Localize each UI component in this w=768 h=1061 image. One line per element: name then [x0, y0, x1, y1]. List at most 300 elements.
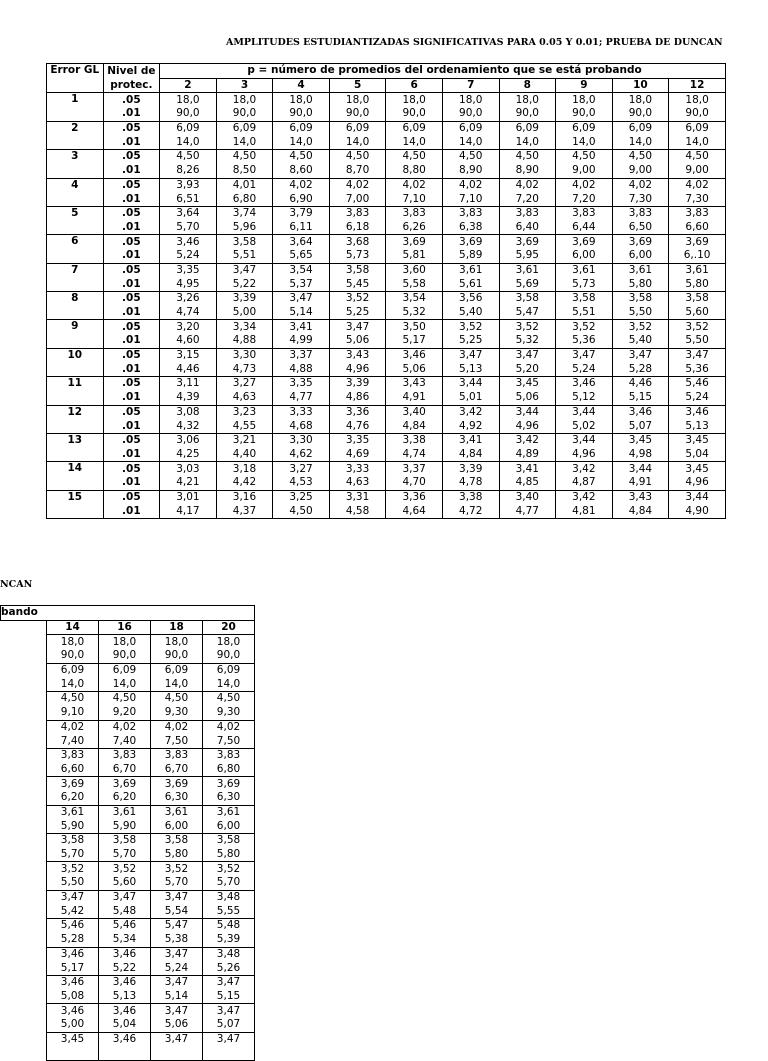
value-cell: 14,0	[273, 135, 330, 149]
value-cell: 4,50	[203, 692, 255, 706]
value-cell: 3,52	[556, 320, 613, 334]
value-cell: 3,54	[273, 263, 330, 277]
value-cell: 3,47	[151, 890, 203, 904]
value-cell: 3,37	[386, 462, 443, 476]
value-cell: 7,40	[99, 734, 151, 748]
value-cell: 5,04	[99, 1018, 151, 1032]
value-cell: 4,96	[669, 476, 726, 490]
value-cell: 18,0	[556, 93, 613, 107]
value-cell: 5,80	[669, 277, 726, 291]
value-cell: 4,21	[160, 476, 217, 490]
spacer-cell	[1, 819, 47, 833]
value-cell: 9,30	[151, 706, 203, 720]
value-cell: 7,10	[386, 192, 443, 206]
value-cell: 8,90	[499, 164, 556, 178]
level-cell: .01	[103, 334, 160, 348]
level-cell: .01	[103, 249, 160, 263]
value-cell: 14,0	[442, 135, 499, 149]
table-row	[1, 848, 255, 862]
table-row	[47, 334, 726, 348]
table-row	[1, 862, 255, 876]
value-cell: 5,65	[273, 249, 330, 263]
value-cell: 5,40	[612, 334, 669, 348]
value-cell: 3,46	[47, 1004, 99, 1018]
value-cell: 5,81	[386, 249, 443, 263]
value-cell: 3,36	[386, 490, 443, 504]
value-cell: 5,51	[556, 306, 613, 320]
header-row-continued	[1, 606, 255, 621]
table-row	[47, 419, 726, 433]
value-cell: 5,90	[47, 819, 99, 833]
value-cell: 4,96	[499, 419, 556, 433]
value-cell: 9,10	[47, 706, 99, 720]
table-row	[1, 834, 255, 848]
level-cell: .05	[103, 150, 160, 164]
column-header: 6	[386, 78, 443, 93]
value-cell: 5,69	[499, 277, 556, 291]
value-cell: 4,99	[273, 334, 330, 348]
value-cell: 3,38	[386, 433, 443, 447]
level-cell: .01	[103, 192, 160, 206]
value-cell: 3,68	[329, 235, 386, 249]
spacer-cell	[1, 720, 47, 734]
value-cell: 90,0	[151, 649, 203, 663]
table-row	[1, 975, 255, 989]
value-cell: 5,80	[151, 848, 203, 862]
spacer-cell	[1, 933, 47, 947]
value-cell: 3,48	[203, 890, 255, 904]
value-cell: 3,25	[273, 490, 330, 504]
value-cell: 4,58	[329, 504, 386, 518]
value-cell: 3,41	[442, 433, 499, 447]
value-cell: 6,09	[442, 121, 499, 135]
value-cell: 7,30	[612, 192, 669, 206]
value-cell: 4,50	[669, 150, 726, 164]
value-cell: 14,0	[669, 135, 726, 149]
value-cell: 5,25	[442, 334, 499, 348]
value-cell: 6,51	[160, 192, 217, 206]
value-cell: 18,0	[47, 635, 99, 649]
level-cell: .01	[103, 391, 160, 405]
value-cell: 4,02	[499, 178, 556, 192]
value-cell	[151, 1046, 203, 1060]
value-cell: 14,0	[386, 135, 443, 149]
column-header: 18	[151, 620, 203, 635]
table-row	[1, 763, 255, 777]
value-cell: 3,41	[499, 462, 556, 476]
table-row	[1, 720, 255, 734]
value-cell: 3,58	[612, 292, 669, 306]
value-cell: 9,20	[99, 706, 151, 720]
value-cell: 3,44	[669, 490, 726, 504]
value-cell: 3,58	[216, 235, 273, 249]
table-row	[47, 448, 726, 462]
level-cell: .05	[103, 320, 160, 334]
value-cell: 4,50	[499, 150, 556, 164]
level-cell: .05	[103, 121, 160, 135]
value-cell: 6,44	[556, 221, 613, 235]
value-cell: 3,69	[47, 777, 99, 791]
value-cell: 5,04	[669, 448, 726, 462]
value-cell: 3,58	[203, 834, 255, 848]
value-cell: 3,20	[160, 320, 217, 334]
table-row	[47, 433, 726, 447]
error-gl-cell: 7	[47, 263, 104, 291]
table-row	[47, 490, 726, 504]
value-cell: 3,45	[669, 462, 726, 476]
value-cell: 5,32	[386, 306, 443, 320]
value-cell: 3,83	[442, 206, 499, 220]
value-cell: 5,00	[216, 306, 273, 320]
table-row	[47, 476, 726, 490]
value-cell: 5,22	[99, 961, 151, 975]
value-cell: 3,61	[442, 263, 499, 277]
value-cell: 4,50	[216, 150, 273, 164]
spacer-cell	[1, 805, 47, 819]
level-cell: .01	[103, 135, 160, 149]
value-cell: 5,50	[47, 876, 99, 890]
value-cell: 8,60	[273, 164, 330, 178]
value-cell: 4,46	[612, 377, 669, 391]
value-cell: 3,61	[556, 263, 613, 277]
level-cell: .01	[103, 448, 160, 462]
column-header: 10	[612, 78, 669, 93]
value-cell: 6,90	[273, 192, 330, 206]
value-cell: 3,83	[203, 748, 255, 762]
value-cell: 5,70	[47, 848, 99, 862]
value-cell: 3,52	[499, 320, 556, 334]
value-cell: 4,50	[612, 150, 669, 164]
value-cell: 4,98	[612, 448, 669, 462]
value-cell: 3,83	[386, 206, 443, 220]
table-row	[47, 135, 726, 149]
value-cell: 3,46	[669, 405, 726, 419]
level-cell: .05	[103, 348, 160, 362]
value-cell: 3,47	[151, 947, 203, 961]
value-cell: 5,90	[99, 819, 151, 833]
value-cell	[99, 1046, 151, 1060]
value-cell: 3,44	[442, 377, 499, 391]
column-header-row-continued	[1, 620, 255, 635]
value-cell: 3,56	[442, 292, 499, 306]
value-cell: 6,09	[273, 121, 330, 135]
table-row	[47, 306, 726, 320]
value-cell: 6,09	[160, 121, 217, 135]
value-cell: 5,60	[99, 876, 151, 890]
value-cell: 4,64	[386, 504, 443, 518]
value-cell: 4,02	[99, 720, 151, 734]
value-cell: 3,44	[556, 433, 613, 447]
value-cell: 5,61	[442, 277, 499, 291]
value-cell: 3,83	[151, 748, 203, 762]
error-gl-cell: 15	[47, 490, 104, 518]
table-row	[47, 93, 726, 107]
value-cell: 4,46	[160, 362, 217, 376]
value-cell: 14,0	[499, 135, 556, 149]
value-cell: 90,0	[203, 649, 255, 663]
value-cell: 3,30	[273, 433, 330, 447]
value-cell: 3,46	[47, 947, 99, 961]
value-cell: 3,47	[273, 292, 330, 306]
value-cell: 4,91	[612, 476, 669, 490]
table-row	[47, 206, 726, 220]
level-cell: .05	[103, 490, 160, 504]
spacer-cell	[1, 635, 47, 649]
spacer-cell	[1, 1004, 47, 1018]
error-gl-cell: 1	[47, 93, 104, 121]
table-row	[47, 249, 726, 263]
value-cell: 4,50	[386, 150, 443, 164]
value-cell: 3,69	[386, 235, 443, 249]
value-cell: 3,64	[160, 206, 217, 220]
value-cell: 18,0	[612, 93, 669, 107]
error-gl-cell: 5	[47, 206, 104, 234]
value-cell: 5,46	[99, 919, 151, 933]
value-cell: 5,36	[556, 334, 613, 348]
value-cell: 4,40	[216, 448, 273, 462]
value-cell: 3,69	[151, 777, 203, 791]
table-row	[1, 748, 255, 762]
value-cell: 8,26	[160, 164, 217, 178]
table-row	[1, 1046, 255, 1060]
spacer-cell	[1, 791, 47, 805]
value-cell: 3,52	[203, 862, 255, 876]
value-cell: 14,0	[47, 677, 99, 691]
value-cell: 5,54	[151, 904, 203, 918]
value-cell: 6,30	[151, 791, 203, 805]
table-row	[47, 263, 726, 277]
value-cell: 3,42	[556, 462, 613, 476]
value-cell: 8,50	[216, 164, 273, 178]
value-cell: 6,09	[612, 121, 669, 135]
value-cell: 3,47	[151, 1032, 203, 1046]
value-cell: 3,64	[273, 235, 330, 249]
value-cell: 5,45	[329, 277, 386, 291]
value-cell: 3,16	[216, 490, 273, 504]
value-cell: 3,38	[442, 490, 499, 504]
value-cell: 6,09	[499, 121, 556, 135]
value-cell: 4,50	[329, 150, 386, 164]
column-header: 9	[556, 78, 613, 93]
value-cell: 5,00	[47, 1018, 99, 1032]
value-cell	[203, 1046, 255, 1060]
value-cell: 3,61	[151, 805, 203, 819]
level-cell: .01	[103, 504, 160, 518]
level-cell: .01	[103, 476, 160, 490]
value-cell: 5,50	[669, 334, 726, 348]
value-cell: 3,52	[99, 862, 151, 876]
column-header: 2	[160, 78, 217, 93]
value-cell: 6,70	[99, 763, 151, 777]
value-cell: 6,80	[216, 192, 273, 206]
value-cell: 3,58	[499, 292, 556, 306]
value-cell: 5,06	[329, 334, 386, 348]
value-cell: 18,0	[386, 93, 443, 107]
value-cell: 4,84	[386, 419, 443, 433]
value-cell: 3,47	[442, 348, 499, 362]
value-cell: 6,60	[669, 221, 726, 235]
value-cell: 4,50	[442, 150, 499, 164]
value-cell: 4,42	[216, 476, 273, 490]
value-cell: 3,42	[556, 490, 613, 504]
table-row	[47, 292, 726, 306]
value-cell: 5,14	[151, 990, 203, 1004]
value-cell: 8,70	[329, 164, 386, 178]
value-cell: 4,32	[160, 419, 217, 433]
value-cell: 5,06	[386, 362, 443, 376]
value-cell: 5,07	[612, 419, 669, 433]
value-cell: 4,74	[160, 306, 217, 320]
value-cell: 7,50	[151, 734, 203, 748]
value-cell: 3,46	[99, 947, 151, 961]
value-cell: 5,24	[160, 249, 217, 263]
value-cell: 18,0	[216, 93, 273, 107]
value-cell: 18,0	[669, 93, 726, 107]
spacer-cell	[1, 1032, 47, 1046]
value-cell: 14,0	[612, 135, 669, 149]
value-cell: 3,27	[216, 377, 273, 391]
value-cell: 3,69	[499, 235, 556, 249]
spacer-cell	[1, 919, 47, 933]
value-cell: 5,14	[273, 306, 330, 320]
value-cell: 3,50	[386, 320, 443, 334]
value-cell: 3,39	[442, 462, 499, 476]
column-header: 12	[669, 78, 726, 93]
table-row	[1, 635, 255, 649]
value-cell: 3,41	[273, 320, 330, 334]
value-cell: 4,78	[442, 476, 499, 490]
value-cell: 3,61	[99, 805, 151, 819]
column-header: 4	[273, 78, 330, 93]
value-cell: 3,46	[47, 975, 99, 989]
error-gl-cell: 10	[47, 348, 104, 376]
value-cell: 6,00	[556, 249, 613, 263]
value-cell: 3,52	[442, 320, 499, 334]
level-cell: .05	[103, 206, 160, 220]
value-cell: 5,15	[203, 990, 255, 1004]
value-cell: 5,08	[47, 990, 99, 1004]
table-part1-viewport	[46, 63, 711, 517]
table-row	[1, 876, 255, 890]
value-cell: 3,45	[669, 433, 726, 447]
value-cell: 3,58	[329, 263, 386, 277]
value-cell: 4,77	[273, 391, 330, 405]
value-cell: 4,96	[329, 362, 386, 376]
value-cell: 4,88	[216, 334, 273, 348]
value-cell: 3,46	[612, 405, 669, 419]
value-cell: 3,47	[203, 1004, 255, 1018]
table-row	[1, 692, 255, 706]
value-cell: 6,09	[47, 663, 99, 677]
value-cell: 5,13	[442, 362, 499, 376]
value-cell: 4,60	[160, 334, 217, 348]
spacer-cell	[1, 763, 47, 777]
value-cell: 3,54	[386, 292, 443, 306]
value-cell: 5,22	[216, 277, 273, 291]
value-cell: 3,47	[216, 263, 273, 277]
spacer-cell	[1, 848, 47, 862]
value-cell: 18,0	[442, 93, 499, 107]
value-cell: 5,28	[47, 933, 99, 947]
value-cell: 3,52	[47, 862, 99, 876]
value-cell: 7,00	[329, 192, 386, 206]
value-cell: 4,68	[273, 419, 330, 433]
value-cell: 4,74	[386, 448, 443, 462]
value-cell: 3,60	[386, 263, 443, 277]
value-cell: 3,40	[386, 405, 443, 419]
value-cell: 4,02	[386, 178, 443, 192]
value-cell: 6,09	[203, 663, 255, 677]
value-cell: 5,70	[203, 876, 255, 890]
value-cell: 5,26	[203, 961, 255, 975]
level-cell: .01	[103, 277, 160, 291]
value-cell: 3,79	[273, 206, 330, 220]
value-cell: 5,47	[499, 306, 556, 320]
value-cell: 6,09	[151, 663, 203, 677]
value-cell: 3,03	[160, 462, 217, 476]
value-cell: 5,24	[669, 391, 726, 405]
value-cell: 5,32	[499, 334, 556, 348]
value-cell: 5,02	[556, 419, 613, 433]
value-cell: 4,62	[273, 448, 330, 462]
level-cell: .05	[103, 462, 160, 476]
spacer-cell	[1, 1046, 47, 1060]
spacer-cell	[1, 862, 47, 876]
value-cell: 4,70	[386, 476, 443, 490]
value-cell: 90,0	[329, 107, 386, 121]
value-cell: 5,55	[203, 904, 255, 918]
value-cell: 90,0	[216, 107, 273, 121]
value-cell: 3,39	[216, 292, 273, 306]
value-cell: 5,38	[151, 933, 203, 947]
table-row	[47, 405, 726, 419]
level-cell: .05	[103, 235, 160, 249]
table-row	[47, 348, 726, 362]
value-cell: 5,50	[612, 306, 669, 320]
table-row	[47, 221, 726, 235]
table-row	[47, 192, 726, 206]
value-cell: 7,50	[203, 734, 255, 748]
value-cell: 14,0	[329, 135, 386, 149]
value-cell: 5,28	[612, 362, 669, 376]
value-cell: 5,96	[216, 221, 273, 235]
value-cell: 6,20	[99, 791, 151, 805]
value-cell: 4,50	[273, 150, 330, 164]
value-cell: 3,36	[329, 405, 386, 419]
value-cell: 5,58	[386, 277, 443, 291]
value-cell: 5,42	[47, 904, 99, 918]
value-cell: 18,0	[329, 93, 386, 107]
error-gl-cell: 3	[47, 150, 104, 178]
value-cell: 6,09	[386, 121, 443, 135]
value-cell: 3,69	[442, 235, 499, 249]
column-header: 5	[329, 78, 386, 93]
value-cell: 3,69	[612, 235, 669, 249]
value-cell: 5,70	[160, 221, 217, 235]
spacer-cell	[1, 777, 47, 791]
value-cell: 5,13	[99, 990, 151, 1004]
value-cell: 4,50	[99, 692, 151, 706]
value-cell: 3,37	[273, 348, 330, 362]
value-cell: 5,01	[442, 391, 499, 405]
value-cell: 3,83	[556, 206, 613, 220]
table-row	[47, 150, 726, 164]
table-row	[1, 663, 255, 677]
value-cell: 4,02	[329, 178, 386, 192]
value-cell: 3,46	[556, 377, 613, 391]
table-row	[1, 1004, 255, 1018]
value-cell: 6,70	[151, 763, 203, 777]
